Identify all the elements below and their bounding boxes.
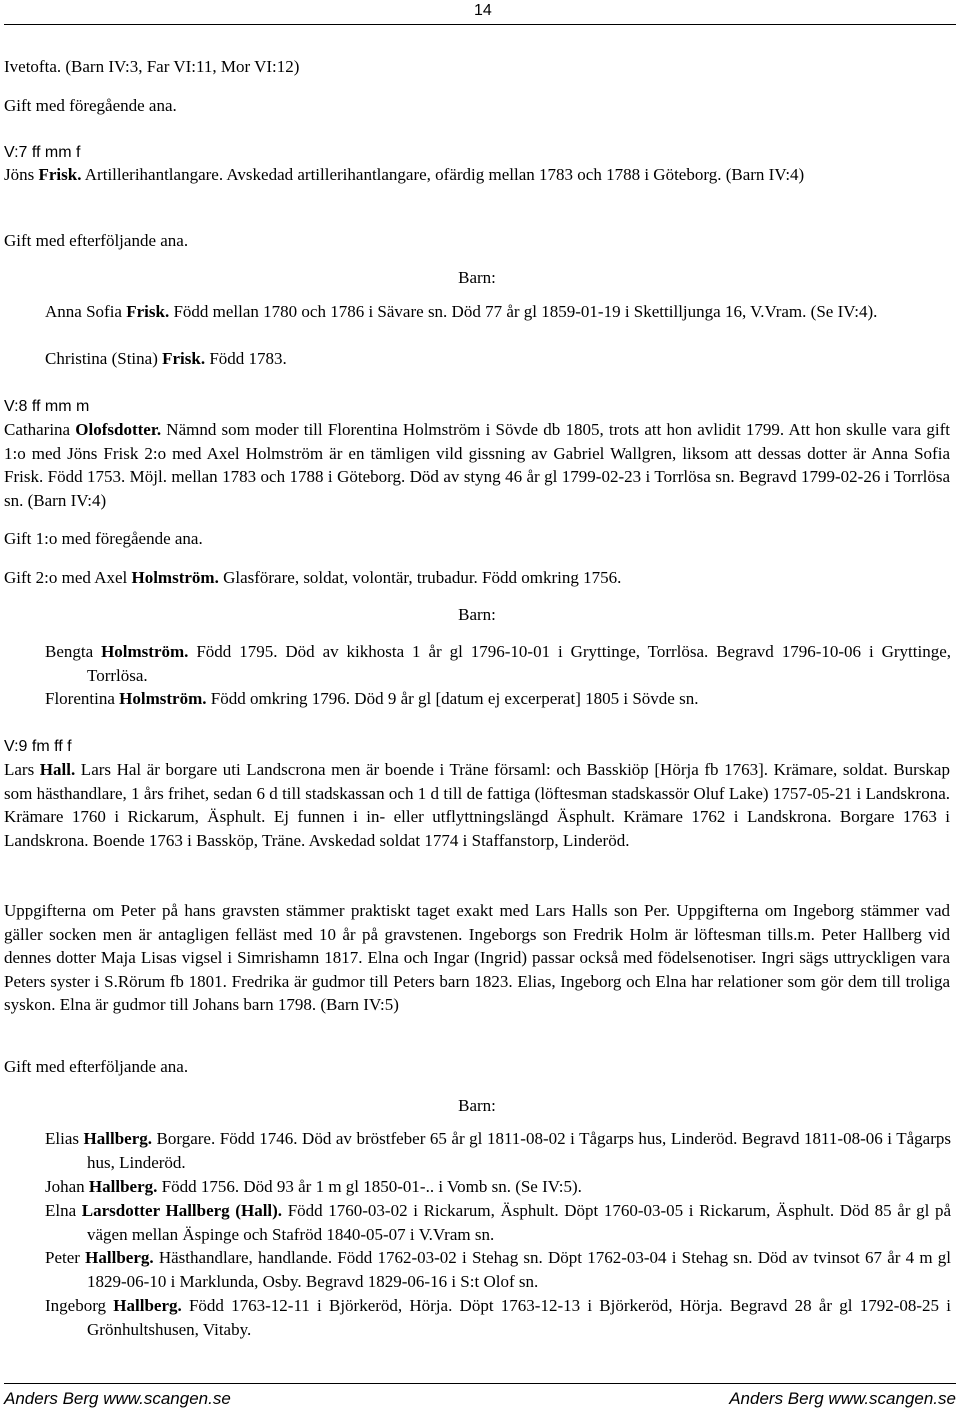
given-name: Anna Sofia [45,302,127,321]
child-text: Född omkring 1796. Död 9 år gl [datum ej excerperat] 1805 i Sövde sn. [206,689,699,708]
child-text: Född 1795. Död av kikhosta 1 år gl 1796-10-01 i Gryttinge, Torrlösa. Begravd 1796-10-06 i Gryttinge, Torrlösa. [87,642,951,685]
child-text: Född 1756. Död 93 år 1 m gl 1850-01-.. i Vomb sn. (Se IV:5). [157,1177,582,1196]
entry-heading-v9: V:9 fm ff f [4,738,72,755]
given-name: Bengta [45,642,102,661]
child-text: Född mellan 1780 och 1786 i Sävare sn. Död 77 år gl 1859-01-19 i Skettilljunga 16, V.Vram. (Se IV:4). [169,302,878,321]
children-heading: Barn: [458,605,496,624]
child-entry [45,640,951,687]
child-entry [45,1175,951,1199]
surname: Hallberg. [83,1129,152,1148]
continuation-line: Ivetofta. (Barn IV:3, Far VI:11, Mor VI:12) [4,57,300,76]
child-text: Född 1783. [205,349,287,368]
entry-text-v9 [4,758,950,852]
child-text: Hästhandlare, handlande. Född 1762-03-02 i Stehag sn. Döpt 1762-03-04 i Stehag sn. Död av tvinsot 67 år 4 m gl 1829-06-10 i Marklunda, Osby. Begravd 1829-06-16 i S:t Olof sn. [87,1248,951,1291]
marriage-line: Gift med föregående ana. [4,96,177,115]
given-name: Christina (Stina) [45,349,163,368]
surname: Frisk. [126,302,170,321]
footer-right: Anders Berg www.scangen.se [729,1389,956,1408]
header-rule [4,24,956,25]
given-name: Elias [45,1129,84,1148]
given-name: Catharina [4,420,76,439]
given-name: Lars [4,760,40,779]
child-text: Född 1760-03-02 i Rickarum, Äsphult. Döpt 1760-03-05 i Rickarum, Äsphult. Död 85 år gl på vägen mellan Äspinge och Stafröd 1840-05-07 i V.Vram sn. [87,1201,951,1244]
entry-body: Artillerihantlangare. Avskedad artillerihantlangare, ofärdig mellan 1783 och 1788 i Göteborg. (Barn IV:4) [81,165,805,184]
entry-text-v8 [4,418,950,512]
given-name: Johan [45,1177,89,1196]
entry-body: Nämnd som moder till Florentina Holmström i Sövde db 1805, trots att hon avlidit 1799. Att hon skulle vara gift 1:o med Jöns Frisk 2:o med Axel Holmström är en tämligen vild gissning av Gabriel Wallgren, liksom att dessas dotter är Anna Sofia Frisk. Född 1753. Möjl. mellan 1783 och 1788 i Göteborg. Död av styng 46 år gl 1799-02-23 i Torrlösa sn. Begravd 1799-02-26 i Torrlösa sn. (Barn IV:4) [4,420,950,510]
marriage-line: Gift med efterföljande ana. [4,1057,189,1076]
page-number: 14 [474,2,492,19]
given-name: Elna [45,1201,82,1220]
surname: Hallberg. [113,1296,182,1315]
entry-text-v7 [4,163,950,187]
children-heading: Barn: [458,1096,496,1115]
child-entry [45,1127,951,1174]
marriage-line-2 [4,566,950,590]
marriage-line: Gift med efterföljande ana. [4,231,189,250]
entry-heading-v7: V:7 ff mm f [4,144,81,161]
surname: Larsdotter Hallberg (Hall). [81,1201,283,1220]
entry-body: Lars Hal är borgare uti Landscrona men är boende i Träne församl: och Basskiöp [Hörja fb 1763]. Krämare, soldat. Burskap som hästhandlare, 1 års frihet, sedan 6 d till stadskassan och 1 d till de fattiga (löftesman stadskassör Oluf Lake) 1757-05-21 i Landskrona. Krämare 1760 i Rickarum, Äsphult. Ej funnen i in- eller utflyttningslängd Äsphult. Krämare 1762 i Landskrona. Borgare 1763 i Landskrona. Boende 1763 i Bassköp, Träne. Avskedad soldat 1774 i Staffanstorp, Linderöd. [4,760,950,850]
surname: Hallberg. [88,1177,158,1196]
marriage-line: Gift 1:o med föregående ana. [4,529,203,548]
surname: Hallberg. [85,1248,154,1267]
given-name: Jöns [4,165,39,184]
child-entry [45,1246,951,1293]
child-entry [45,347,951,371]
surname: Holmström. [119,689,207,708]
footer-left: Anders Berg www.scangen.se [4,1389,231,1408]
spouse-name: Gift 2:o med Axel [4,568,132,587]
surname: Holmström. [101,642,189,661]
child-entry [45,687,951,711]
surname: Holmström. [131,568,219,587]
child-text: Född 1763-12-11 i Björkeröd, Hörja. Döpt 1763-12-13 i Björkeröd, Hörja. Begravd 28 år gl 1792-08-25 i Grönhultshusen, Vitaby. [87,1296,951,1339]
children-heading: Barn: [458,268,496,287]
given-name: Peter [45,1248,86,1267]
child-entry [45,1294,951,1341]
entry-heading-v8: V:8 ff mm m [4,398,90,415]
entry-note: Uppgifterna om Peter på hans gravsten stämmer praktiskt taget exakt med Lars Halls son Per. Uppgifterna om Ingeborg stämmer vad gäller socken men är antagligen felläst med 10 år på gravstenen. Ingeborgs son Fredrik Holm är löftesman tills.m. Peter Hallberg vid dennes dotter Maja Lisas vigsel i Simrishamn 1817. Elna och Ingar (Ingrid) passar också med födelsenotiser. Ingri sägs uttryckligen vara Peters syster i S.Rörum fb 1801. Fredrika är gudmor till Peters barn 1823. Elias, Ingeborg och Elna har relationer som gör dem till troliga syskon. Elna är gudmor till Johans barn 1798. (Barn IV:5) [4,901,950,1015]
child-text: Borgare. Född 1746. Död av bröstfeber 65 år gl 1811-08-02 i Tågarps hus, Linderöd. Begravd 1811-08-06 i Tågarps hus, Linderöd. [87,1129,951,1172]
footer-rule [4,1383,956,1384]
surname: Hall. [39,760,76,779]
child-entry [45,300,951,324]
given-name: Ingeborg [45,1296,114,1315]
surname: Frisk. [38,165,82,184]
spouse-text: Glasförare, soldat, volontär, trubadur. Född omkring 1756. [218,568,622,587]
child-entry [45,1199,951,1246]
surname: Olofsdotter. [75,420,162,439]
surname: Frisk. [162,349,206,368]
given-name: Florentina [45,689,120,708]
